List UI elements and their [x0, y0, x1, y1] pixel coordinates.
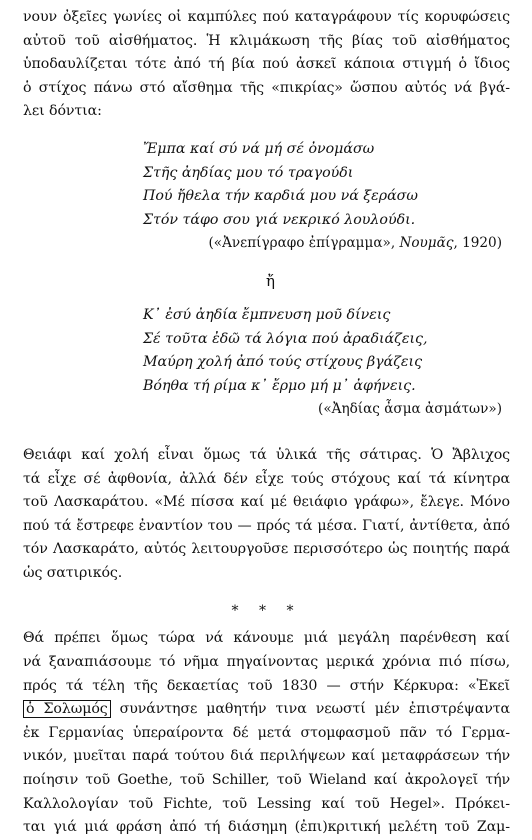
- section-separator: * * *: [231, 603, 302, 620]
- paragraph-parenthesis: [23, 627, 510, 839]
- boxed-insertion: ὁ Σολωμός: [23, 700, 111, 718]
- poem-line: Στόν τάφο σου γιά νεκρικό λουλούδι.: [143, 211, 416, 228]
- text-line: τόν Λασκαράτο, αὐτός λειτουργοῦσε περισσότερο ὡς ποιητής παρά: [23, 541, 510, 558]
- text-line: αὐτοῦ τοῦ αἰσθήματος. Ἡ κλιμάκωση τῆς βίας τοῦ αἰσθήματος: [23, 32, 510, 49]
- text-line: τά εἶχε σέ ἀφθονία, ἀλλά δέν εἶχε τούς στόχους καί τά κίνητρα: [23, 470, 510, 487]
- text-line: τοῦ Λασκαράτου. «Μέ πίσσα καί μέ θειάφιο γράφω», ἔλεγε. Μόνο: [23, 494, 510, 511]
- text-line: ται γιά μιά φράση ἀπό τή διάσημη (ἐπι)κριτική μελέτη τοῦ Ζαμ-: [23, 819, 510, 836]
- poem-quotation-1: [143, 138, 510, 232]
- text-line: λει δόντια:: [23, 103, 102, 120]
- text-line: [23, 698, 510, 722]
- poem-line: Στῆς ἀηδίας μου τό τραγούδι: [143, 164, 354, 181]
- text-line: νά ξαναπιάσουμε τό νῆμα πηγαίνοντας μερικά χρόνια πιό πίσω,: [23, 654, 510, 671]
- text-line: ἐκ Γερμανίας ὑπεραίροντα δέ μετά στομφασμοῦ πᾶν τό Γερμα-: [23, 724, 510, 741]
- intro-paragraph: [23, 6, 510, 124]
- text-line-rest: συνάντησε μαθητήν τινα νεωστί μέν ἐπιστρέψαντα: [119, 701, 510, 718]
- source-title: («Ἀνεπίγραφο ἐπίγραμμα»,: [208, 235, 400, 252]
- text-line: ὁ στίχος πάνω στό αἴσθημα τῆς «πικρίας» ὥσπου αὐτός νά βγά-: [23, 79, 510, 96]
- poem-quotation-2: [143, 304, 510, 398]
- text-line: Θά πρέπει ὅμως τώρα νά κάνουμε μιά μεγάλη παρένθεση καί: [23, 630, 510, 647]
- text-line: νουν ὀξεῖες γωνίες οἱ καμπύλες πού καταγράφουν τίς κορυφώσεις: [23, 9, 510, 25]
- poem-line: Σέ τοῦτα ἐδῶ τά λόγια πού ἀραδιάζεις,: [143, 330, 428, 347]
- text-line: Καλλολογίαν τοῦ Fichte, τοῦ Lessing καί τοῦ Hegel». Πρόκει-: [23, 795, 510, 812]
- poem-line: Ἔμπα καί σύ νά μή σέ ὀνομάσω: [143, 140, 375, 157]
- poem-line: Μαύρη χολή ἀπό τούς στίχους βγάζεις: [143, 354, 423, 371]
- text-line: νικόν, μυεῖται παρά τούτου διά περιλήψεων καί μεταφράσεων τήν: [23, 748, 510, 765]
- poem-line: Πού ἤθελα τήν καρδιά μου νά ξεράσω: [143, 188, 418, 205]
- text-line: Θειάφι καί χολή εἶναι ὅμως τά ὑλικά τῆς σάτιρας. Ὁ Ἄβλιχος: [23, 446, 510, 463]
- text-line: ὡς σατιρικός.: [23, 564, 123, 581]
- or-separator: ἤ: [266, 271, 275, 290]
- poem-2-source: («Ἀηδίας ἆσμα ἀσμάτων»): [318, 401, 502, 418]
- text-line: πρός τά τέλη τῆς δεκαετίας τοῦ 1830 — στήν Κέρκυρα: «Ἐκεῖ: [23, 677, 510, 694]
- text-line: ποίησιν τοῦ Goethe, τοῦ Schiller, τοῦ Wieland καί ἀκρολογεῖ τήν: [23, 772, 510, 789]
- poem-line: Βόηθα τή ρίμα κ᾽ ἔρμο μή μ᾽ ἀφήνεις.: [143, 377, 416, 394]
- poem-1-source: [23, 232, 510, 256]
- poem-line: Κ᾽ ἐσύ ἀηδία ἔμπνευση μοῦ δίνεις: [143, 306, 391, 323]
- text-line: πού τά ἔστρεφε ἐναντίον του — πρός τά μέσα. Γιατί, ἀντίθετα, ἀπό: [23, 517, 510, 534]
- source-journal: Νουμᾶς: [399, 235, 454, 252]
- source-year: , 1920): [453, 235, 502, 252]
- text-line: ὑποδαυλίζεται τότε ἀπό τή βία πού ἀσκεῖ κάποια στιγμή ὁ ἴδιος: [23, 56, 510, 73]
- paragraph-satire: [23, 444, 510, 586]
